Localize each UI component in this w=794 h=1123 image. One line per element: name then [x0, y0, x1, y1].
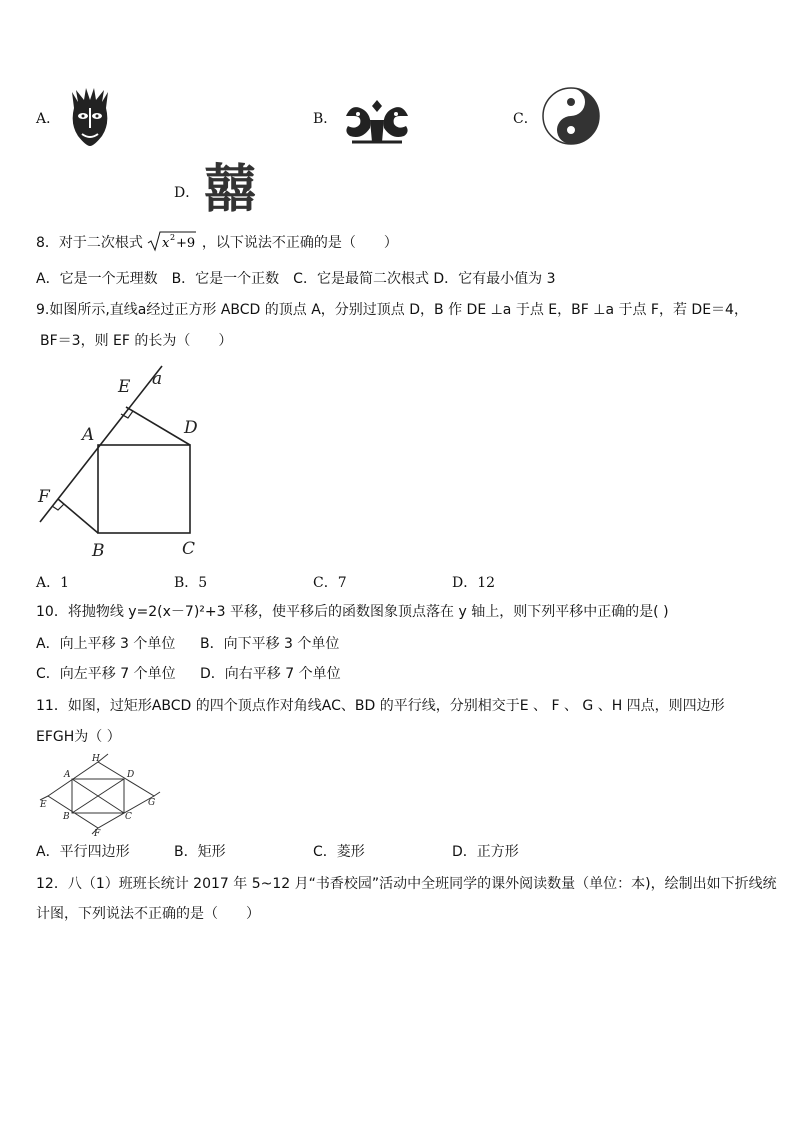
square-abcd: [98, 445, 190, 533]
q10-option-c: C．向左平移 7 个单位: [36, 666, 176, 682]
yin-yang-image: [541, 86, 601, 146]
q9-option-d: D．12: [452, 575, 496, 591]
q8-options: A．它是一个无理数 B．它是一个正数 C．它是最简二次根式 D．它有最小值为 3: [36, 271, 556, 287]
opera-mask-image: [68, 88, 112, 146]
q11-option-a: A．平行四边形: [36, 844, 130, 860]
extension-line-right: [154, 792, 160, 796]
line-a: [40, 366, 162, 522]
q7-option-b-label: B．: [313, 111, 338, 127]
double-happiness-image: 囍: [204, 160, 257, 220]
svg-text:+9: +9: [176, 236, 196, 251]
q12-stem-line2: 计图，下列说法不正确的是（ ）: [36, 906, 260, 922]
q10-option-b: B．向下平移 3 个单位: [200, 636, 340, 652]
svg-text:2: 2: [170, 233, 176, 242]
label-h: H: [92, 754, 100, 764]
sqrt-x2-plus-9-formula: [147, 230, 197, 252]
label-b: B: [92, 541, 105, 561]
label-b: B: [63, 812, 70, 822]
q9-stem-line2: BF＝3，则 EF 的长为（ ）: [40, 333, 233, 349]
q11-option-b: B．矩形: [174, 844, 226, 860]
q11-stem-line2: EFGH为（ ）: [36, 729, 121, 745]
q11-option-c: C．菱形: [313, 844, 365, 860]
dragon-ornament-image: [342, 96, 412, 146]
q11-stem-line1: 11．如图，过矩形ABCD 的四个顶点作对角线AC、BD 的平行线，分别相交于E 、 F 、 G 、H 四点，则四边形: [36, 698, 725, 714]
q9-option-a: A．1: [36, 575, 70, 591]
q10-option-a: A．向上平移 3 个单位: [36, 636, 176, 652]
q7-option-c-label: C．: [513, 111, 538, 127]
q11-option-d: D．正方形: [452, 844, 519, 860]
svg-text:x: x: [162, 236, 170, 251]
label-a-vertex: A: [82, 425, 95, 445]
q9-option-b: B．5: [174, 575, 208, 591]
label-d: D: [184, 418, 198, 438]
segment-de: [126, 407, 190, 445]
q9-option-c: C．7: [313, 575, 347, 591]
q7-option-a-label: A．: [36, 111, 61, 127]
label-f: F: [94, 829, 101, 839]
label-d: D: [127, 770, 135, 780]
label-c: C: [125, 812, 132, 822]
label-f: F: [38, 487, 50, 507]
q9-stem-line1: 9.如图所示,直线a经过正方形 ABCD 的顶点 A，分别过顶点 D，B 作 DE ⊥a 于点 E，BF ⊥a 于点 F，若 DE＝4，: [36, 302, 748, 318]
q8-stem-suffix: ，以下说法不正确的是（ ）: [201, 235, 398, 251]
square-abcd-figure: [34, 366, 224, 562]
label-c: C: [182, 539, 196, 559]
q12-stem-line1: 12．八（1）班班长统计 2017 年 5~12 月“书香校园”活动中全班同学的课外阅读数量（单位：本)，绘制出如下折线统: [36, 876, 777, 892]
label-e: E: [118, 377, 131, 397]
q7-option-d-label: D．: [174, 185, 200, 201]
label-a: A: [64, 770, 71, 780]
rectangle-efgh-figure: [38, 752, 162, 839]
label-e: E: [40, 800, 47, 810]
label-a-line: a: [152, 369, 163, 389]
label-g: G: [148, 798, 156, 808]
q10-stem: 10．将抛物线 y=2(x－7)²+3 平移，使平移后的函数图象顶点落在 y 轴上，则下列平移中正确的是( ): [36, 604, 669, 620]
q10-option-d: D．向右平移 7 个单位: [200, 666, 341, 682]
q8-stem-prefix: 8．对于二次根式: [36, 235, 143, 251]
